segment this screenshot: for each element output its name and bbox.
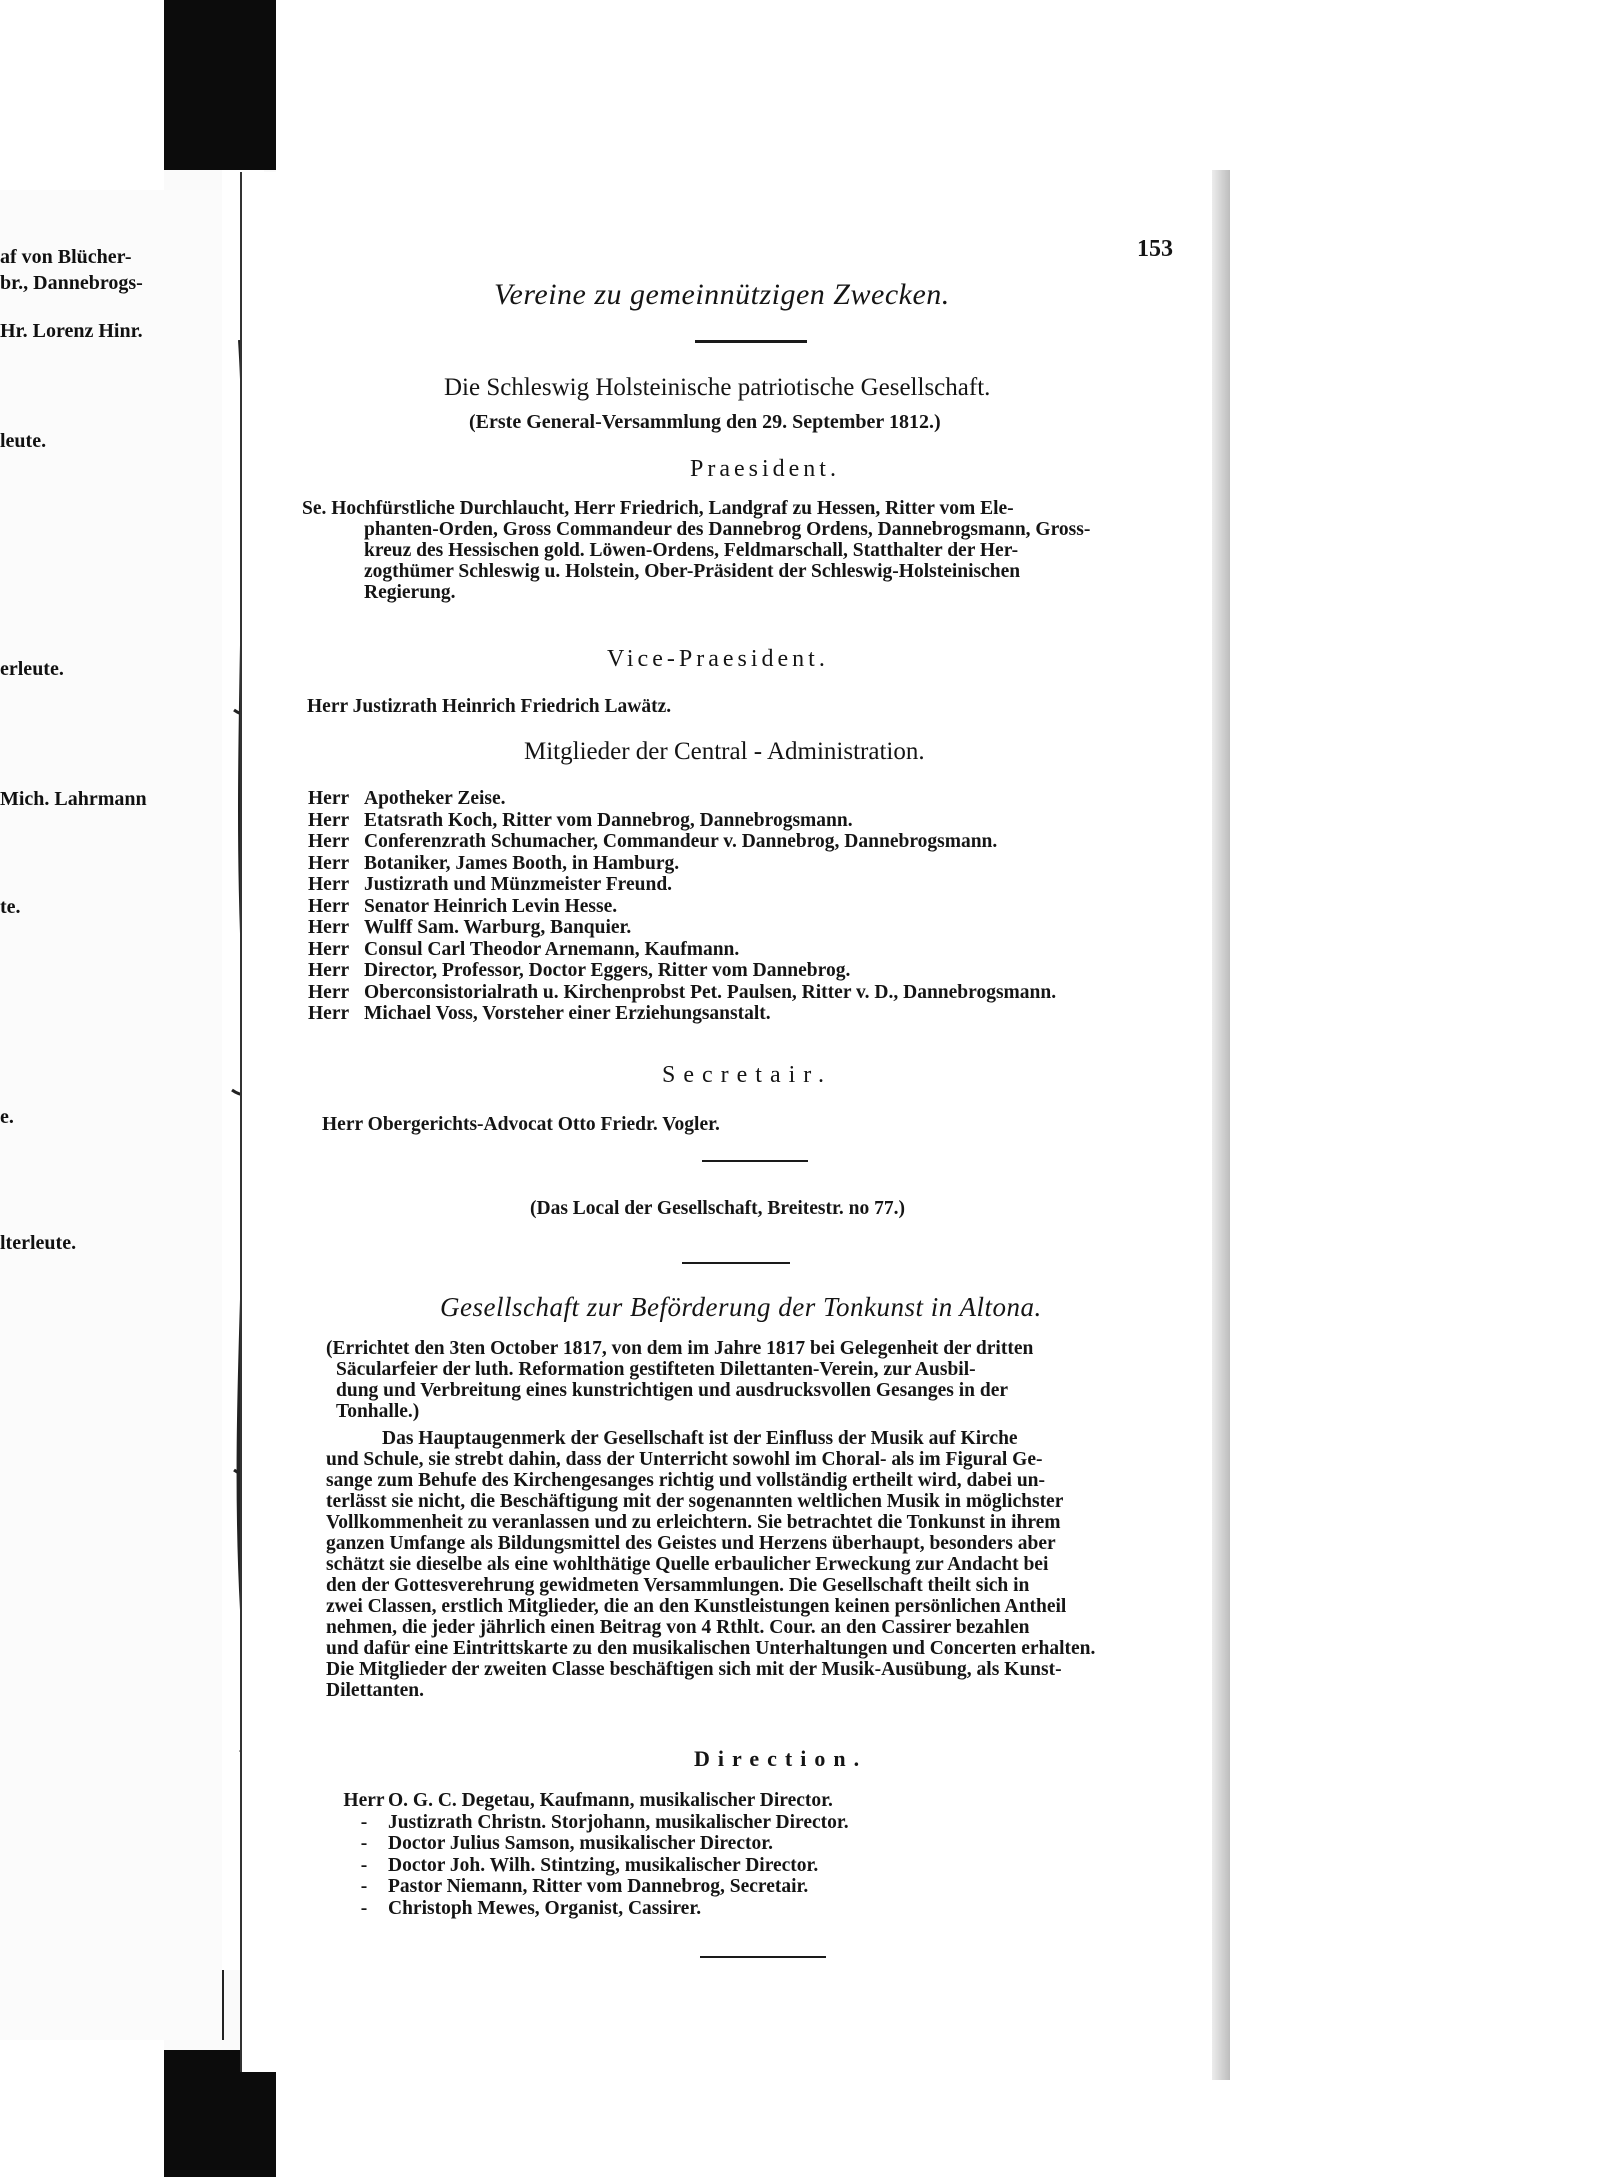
divider — [682, 1262, 790, 1264]
list-item: - Doctor Joh. Wilh. Stintzing, musikalischer Director. — [360, 1854, 819, 1876]
description-line: den der Gottesverehrung gewidmeten Versammlungen. Die Gesellschaft theilt sich in — [326, 1575, 1030, 1596]
list-item: Herr Wulff Sam. Warburg, Banquier. — [308, 917, 632, 938]
section-title: Vereine zu gemeinnützigen Zwecken. — [494, 278, 950, 311]
list-item: - Justizrath Christn. Storjohann, musikalischer Director. — [360, 1811, 849, 1833]
list-item: Herr O. G. C. Degetau, Kaufmann, musikalischer Director. — [343, 1790, 833, 1811]
divider — [702, 1160, 808, 1162]
description-line: schätzt sie dieselbe als eine wohlthätige Quelle erbaulicher Erweckung zur Andacht bei — [326, 1554, 1049, 1575]
page-edge — [1212, 170, 1230, 2080]
list-item: Herr Etatsrath Koch, Ritter vom Dannebrog, Dannebrogsmann. — [308, 809, 853, 831]
list-item: Herr Botaniker, James Booth, in Hamburg. — [308, 852, 680, 874]
description-line: und Schule, sie strebt dahin, dass der Unterricht sowohl im Choral- als im Figural Ge- — [326, 1449, 1043, 1470]
list-item: Herr Director, Professor, Doctor Eggers, Ritter vom Dannebrog. — [308, 960, 851, 981]
founding-line: (Errichtet den 3ten October 1817, von dem im Jahre 1817 bei Gelegenheit der dritten — [326, 1338, 1034, 1359]
founding-line: Säcularfeier der luth. Reformation gestifteten Dilettanten-Verein, zur Ausbil- — [336, 1359, 976, 1380]
president-heading: Praesident. — [690, 456, 840, 482]
vice-president-heading: Vice-Praesident. — [607, 646, 829, 672]
description-line: sange zum Behufe des Kirchengesanges richtig und vollständig ertheilt wird, dabei un- — [326, 1470, 1046, 1491]
left-page-fragment — [0, 190, 224, 2040]
president-line: Se. Hochfürstliche Durchlaucht, Herr Friedrich, Landgraf zu Hessen, Ritter vom Ele- — [302, 498, 1014, 519]
page-number: 153 — [1137, 236, 1173, 262]
description-block — [326, 1428, 1206, 1701]
left-page-line: br., Dannebrogs- — [0, 272, 143, 294]
direction-heading: Direction. — [694, 1746, 868, 1771]
president-line: Regierung. — [364, 582, 456, 603]
members-heading: Mitglieder der Central - Administration. — [524, 738, 925, 765]
description-line: Dilettanten. — [326, 1680, 425, 1701]
left-page-line: Mich. Lahrmann — [0, 788, 147, 810]
description-line: Die Mitglieder der zweiten Classe beschäftigen sich mit der Musik-Ausübung, als Kunst- — [326, 1659, 1062, 1680]
divider — [700, 1956, 826, 1958]
list-item: Herr Justizrath und Münzmeister Freund. — [308, 874, 673, 895]
divider — [695, 340, 807, 343]
society1-title: Die Schleswig Holsteinische patriotische Gesellschaft. — [444, 374, 991, 401]
list-item: Herr Senator Heinrich Levin Hesse. — [308, 895, 618, 917]
left-page-line: leute. — [0, 430, 47, 452]
description-line: terlässt sie nicht, die Beschäftigung mit der sogenannten weltlichen Musik in möglichster — [326, 1491, 1064, 1512]
president-block — [302, 498, 1192, 603]
society2-title: Gesellschaft zur Beförderung der Tonkunst in Altona. — [440, 1292, 1042, 1322]
description-line: Vollkommenheit zu veranlassen und zu erleichtern. Sie betrachtet die Tonkunst in ihrem — [326, 1512, 1061, 1533]
president-line: phanten-Orden, Gross Commandeur des Dannebrog Ordens, Dannebrogsmann, Gross- — [364, 519, 1091, 540]
society1-subtitle: (Erste General-Versammlung den 29. September 1812.) — [469, 411, 941, 433]
list-item: Herr Consul Carl Theodor Arnemann, Kaufmann. — [308, 938, 740, 960]
direction-list — [340, 1790, 849, 1919]
list-item: - Christoph Mewes, Organist, Cassirer. — [360, 1897, 702, 1919]
list-item: Herr Conferenzrath Schumacher, Commandeur v. Dannebrog, Dannebrogsmann. — [308, 831, 998, 852]
list-item: Herr Michael Voss, Vorsteher einer Erziehungsanstalt. — [308, 1003, 771, 1024]
vice-president-line: Herr Justizrath Heinrich Friedrich Lawätz. — [307, 696, 672, 717]
president-line: kreuz des Hessischen gold. Löwen-Ordens, Feldmarschall, Statthalter der Her- — [364, 540, 1019, 561]
left-page-line: Hr. Lorenz Hinr. — [0, 320, 143, 342]
list-item: - Doctor Julius Samson, musikalischer Director. — [360, 1833, 773, 1854]
president-line: zogthümer Schleswig u. Holstein, Ober-Präsident der Schleswig-Holsteinischen — [364, 561, 1021, 582]
description-line: ganzen Umfange als Bildungsmittel des Geistes und Herzens überhaupt, besonders aber — [326, 1533, 1056, 1554]
left-page-line: lterleute. — [0, 1232, 77, 1254]
list-item: Herr Apotheker Zeise. — [308, 788, 506, 809]
founding-line: Tonhalle.) — [336, 1401, 420, 1422]
left-page-line: erleute. — [0, 658, 64, 680]
list-item: - Pastor Niemann, Ritter vom Dannebrog, Secretair. — [360, 1876, 809, 1897]
description-line: nehmen, die jeder jährlich einen Beitrag von 4 Rthlt. Cour. an den Cassirer bezahlen — [326, 1617, 1030, 1638]
secretary-line: Herr Obergerichts-Advocat Otto Friedr. Vogler. — [322, 1114, 720, 1135]
list-item: Herr Oberconsistorialrath u. Kirchenprobst Pet. Paulsen, Ritter v. D., Dannebrogsmann. — [308, 981, 1057, 1003]
description-line: und dafür eine Eintrittskarte zu den musikalischen Unterhaltungen und Concerten erhalten. — [326, 1638, 1096, 1659]
secretary-heading: Secretair. — [662, 1062, 832, 1088]
description-line: zwei Classen, erstlich Mitglieder, die an den Kunstleistungen keinen persönlichen Antheil — [326, 1596, 1067, 1617]
left-page-line: te. — [0, 896, 21, 918]
left-page-line: af von Blücher- — [0, 246, 132, 268]
description-line: Das Hauptaugenmerk der Gesellschaft ist der Einfluss der Musik auf Kirche — [382, 1428, 1018, 1449]
members-list — [308, 788, 1056, 1025]
main-page — [240, 172, 1232, 2072]
local-note: (Das Local der Gesellschaft, Breitestr. no 77.) — [530, 1198, 905, 1219]
founding-line: dung und Verbreitung eines kunstrichtigen und ausdrucksvollen Gesanges in der — [336, 1380, 1009, 1401]
founding-block — [326, 1338, 1146, 1422]
left-page-line: e. — [0, 1106, 14, 1128]
